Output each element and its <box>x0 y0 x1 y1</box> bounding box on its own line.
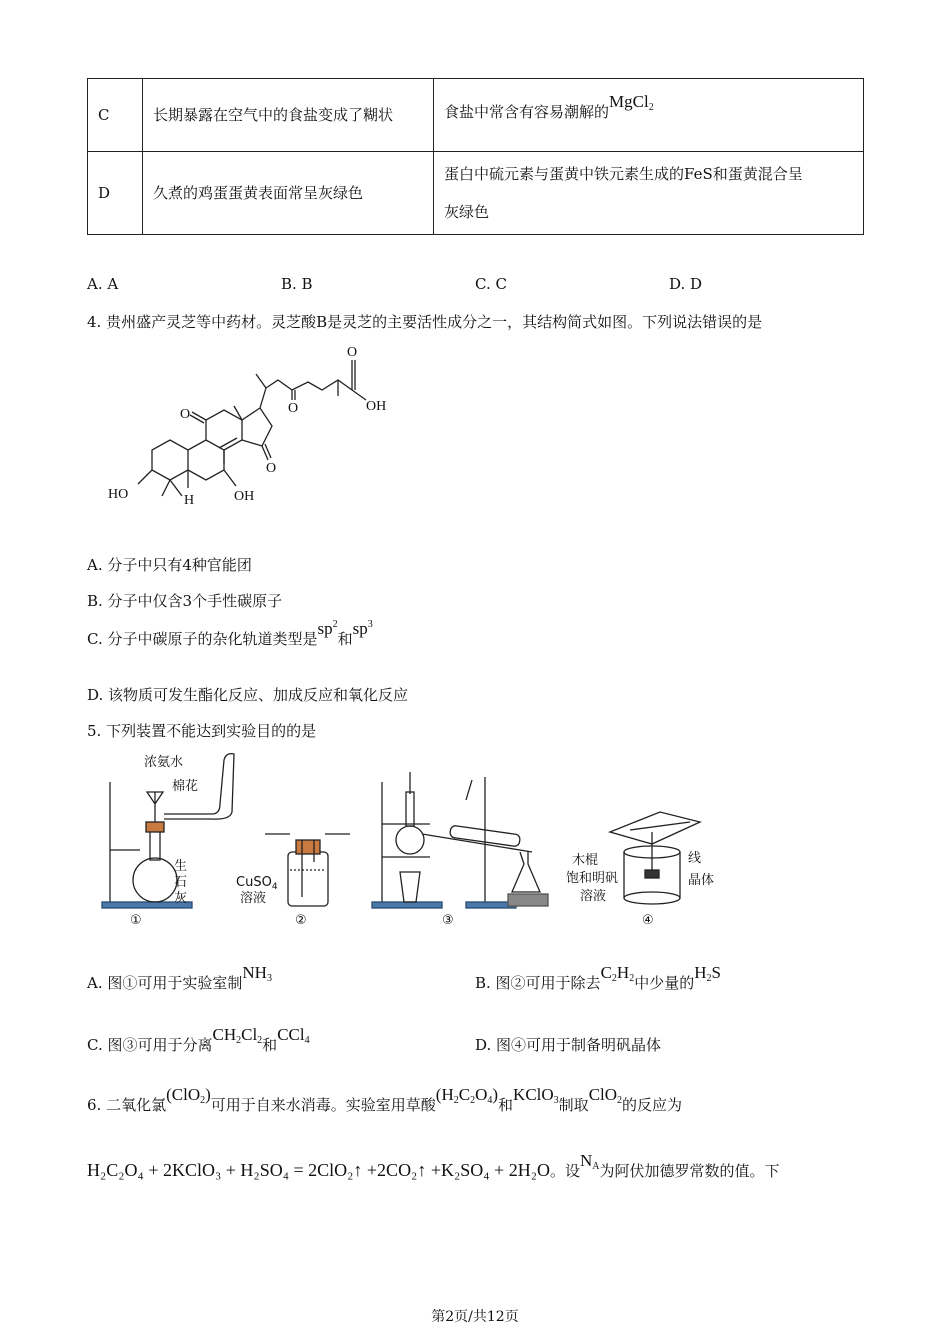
q6-equation-line: H₂C₂O₄ + 2KClO₃ + H₂SO₄ = 2ClO₂↑ +2CO₂↑ +K₂SO₄ + 2H₂O。设$N_A$为阿伏加德罗常数的值。下 <box>87 1151 780 1180</box>
figure-number: ④ <box>642 913 654 928</box>
q4-choice-b[interactable]: B. 分子中仅含3个手性碳原子 <box>87 592 283 610</box>
label-o: O <box>266 461 277 476</box>
q4-stem: 4. 贵州盛产灵芝等中药材。灵芝酸B是灵芝的主要活性成分之一，其结构简式如图。下列说法错误的是 <box>87 313 763 331</box>
explanation-line: 灰绿色 <box>444 203 490 221</box>
q5-choice-c[interactable]: C. 图③可用于分离$CH_2Cl_2$和CCl$_4$ <box>87 1025 310 1054</box>
label-cotton: 棉花 <box>172 779 199 794</box>
label-saturated-alum: 饱和明矾 <box>566 871 619 886</box>
q3-choice-d[interactable]: D. D <box>669 275 703 293</box>
label-o: O <box>180 407 191 422</box>
q4-choice-a[interactable]: A. 分子中只有4种官能团 <box>87 556 252 574</box>
label-solution: 溶液 <box>580 889 607 904</box>
label-h: H <box>184 493 195 508</box>
label-conc-ammonia: 浓氨水 <box>144 755 184 770</box>
label-thread: 线 <box>688 851 702 866</box>
q6-stem: 6. 二氧化氯(ClO$_2$)可用于自来水消毒。实验室用草酸$(H_2C_2O_4)$和KClO$_3$制取ClO$_2$的反应为 <box>87 1085 683 1114</box>
q5-choice-b[interactable]: B. 图②可用于除去$C_2H_2$中少量的$H_2S$ <box>475 963 721 992</box>
q3-choice-a[interactable]: A. A <box>87 275 119 293</box>
explanation-cell <box>434 79 864 152</box>
options-table <box>87 78 864 235</box>
q3-choice-b[interactable]: B. B <box>281 275 313 293</box>
label-quicklime: 生 <box>174 859 188 874</box>
label-solution: 溶液 <box>240 891 267 906</box>
row-key: D <box>88 152 143 235</box>
explanation-line: 蛋白中硫元素与蛋黄中铁元素生成的FeS和蛋黄混合呈 <box>444 165 803 183</box>
q4-choice-c[interactable]: C. 分子中碳原子的杂化轨道类型是$sp^2$和$sp^3$ <box>87 619 373 648</box>
label-crystal: 晶体 <box>688 873 715 888</box>
label-oh: OH <box>366 399 387 414</box>
ganoderic-acid-structure <box>100 338 400 518</box>
figure-number: ① <box>130 913 142 928</box>
apparatus-figure <box>100 752 740 932</box>
figure-number: ③ <box>442 913 454 928</box>
figure-number: ② <box>295 913 307 928</box>
q5-choice-a[interactable]: A. 图①可用于实验室制$NH_3$ <box>87 963 272 992</box>
explanation-text: 食盐中常含有容易潮解的 <box>444 103 610 121</box>
label-o: O <box>347 345 358 360</box>
q5-stem: 5. 下列装置不能达到实验目的的是 <box>87 722 317 740</box>
q5-choice-d[interactable]: D. 图④可用于制备明矾晶体 <box>475 1036 662 1054</box>
label-cuso4: CuSO$_4$ <box>236 875 278 892</box>
explanation-cell <box>434 152 864 235</box>
label-oh: OH <box>234 489 255 504</box>
formula-mgcl2: MgCl$_2$ <box>609 92 654 113</box>
label-ho: HO <box>108 487 129 502</box>
phenomenon-cell: 久煮的鸡蛋蛋黄表面常呈灰绿色 <box>143 152 434 235</box>
q4-choice-d[interactable]: D. 该物质可发生酯化反应、加成反应和氧化反应 <box>87 686 409 704</box>
q3-choice-c[interactable]: C. C <box>475 275 507 293</box>
table-row <box>88 152 864 235</box>
label-stick: 木棍 <box>572 853 599 868</box>
table-row <box>88 79 864 152</box>
page-footer: 第2页/共12页 <box>431 1309 519 1325</box>
reaction-equation: H₂C₂O₄ + 2KClO₃ + H₂SO₄ = 2ClO₂↑ +2CO₂↑ +K₂SO₄ + 2H₂O <box>87 1160 550 1180</box>
label-quicklime: 石 <box>174 875 188 890</box>
phenomenon-cell: 长期暴露在空气中的食盐变成了糊状 <box>143 79 434 152</box>
row-key: C <box>88 79 143 152</box>
label-quicklime: 灰 <box>174 891 188 906</box>
label-o: O <box>288 401 299 416</box>
